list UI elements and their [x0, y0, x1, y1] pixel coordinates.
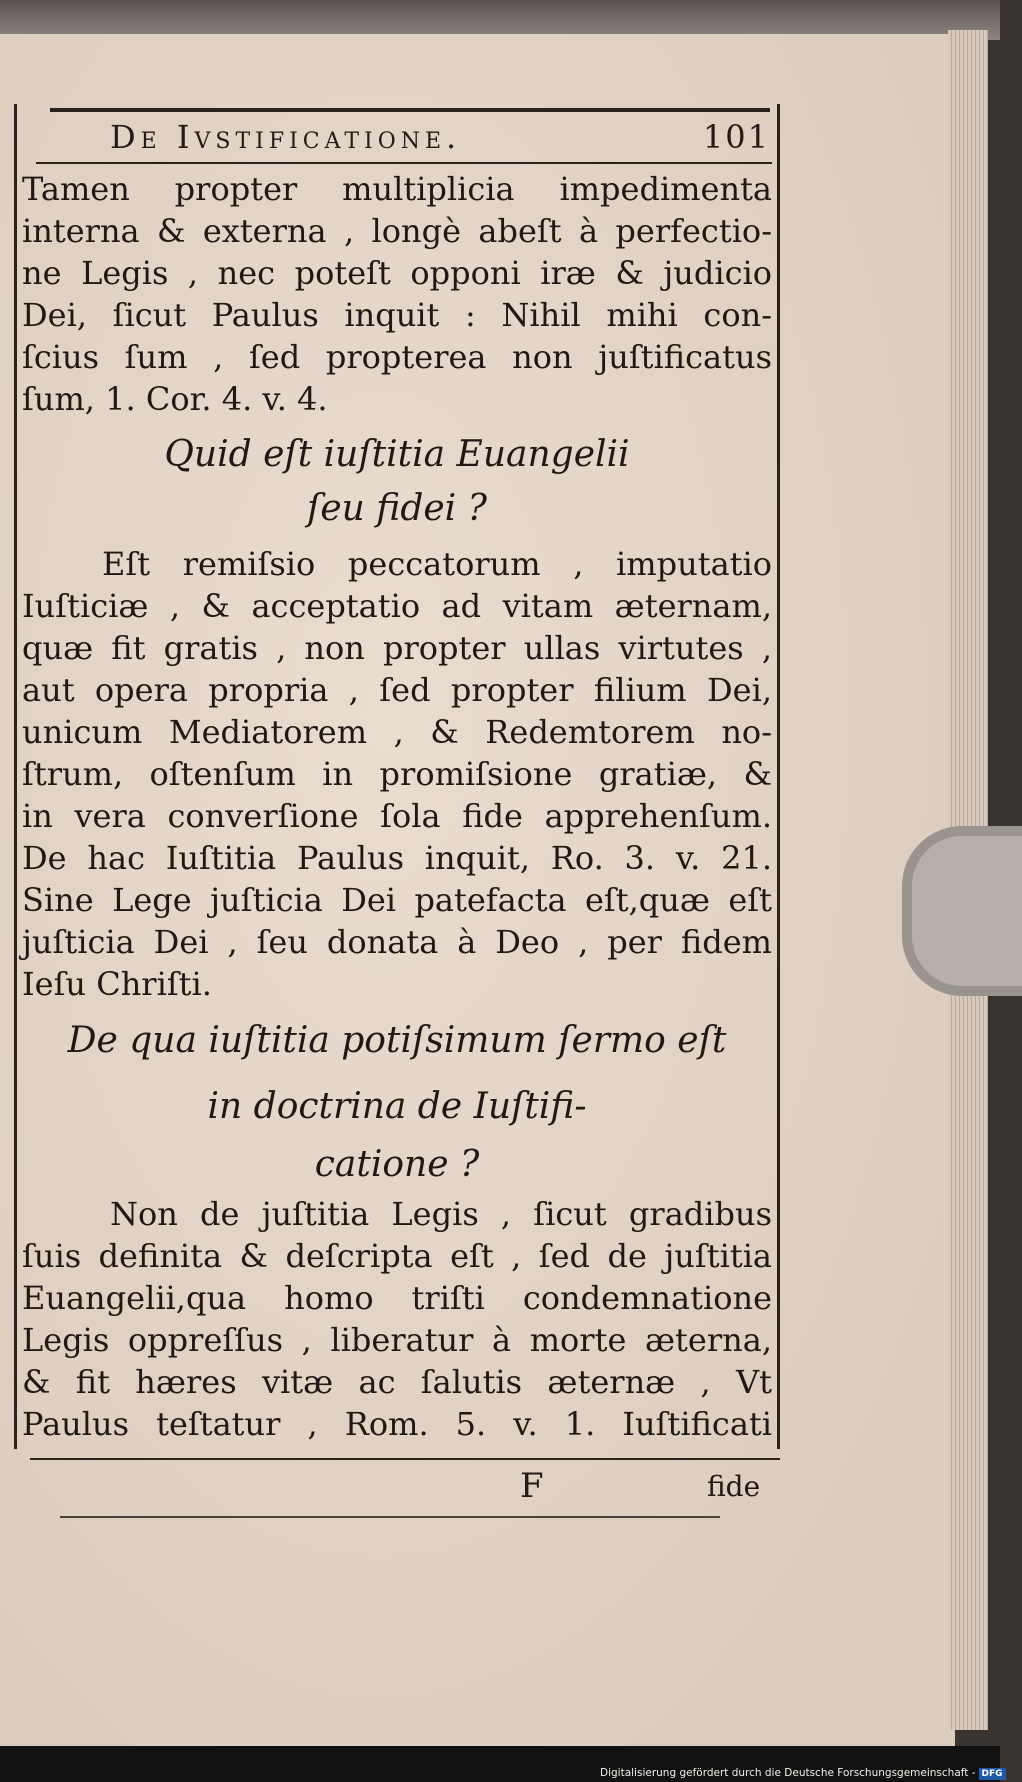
page-number: 101 — [702, 118, 770, 156]
dfg-logo: DFG — [979, 1768, 1006, 1780]
digitization-credit — [600, 1764, 1003, 1782]
text-line: Dei, ſicut Paulus inquit : Nihil mihi con- — [22, 296, 772, 334]
section-heading: ſeu fidei ? — [307, 488, 487, 529]
header-rule — [50, 108, 770, 112]
text-line: ſtrum, oſtenſum in promiſsione gratiæ, & — [22, 755, 772, 793]
text-line: Non de juſtitia Legis , ſicut gradibus — [110, 1195, 772, 1233]
text-line: Iuſticiæ , & acceptatio ad vitam æternam, — [22, 587, 772, 625]
text-line: unicum Mediatorem , & Redemtorem no- — [22, 713, 772, 751]
text-line: Tamen propter multiplicia impedimenta — [22, 170, 772, 208]
text-line: juſticia Dei , ſeu donata à Deo , per fidem — [22, 923, 772, 961]
running-header — [110, 118, 770, 162]
section-heading: catione ? — [314, 1144, 480, 1185]
text-line: Legis oppreſſus , liberatur à morte æterna, — [22, 1321, 772, 1359]
book-clasp — [902, 826, 1022, 996]
text-line: Eſt remiſsio peccatorum , imputatio — [102, 545, 772, 583]
section-heading: Quid eſt iuſtitia Euangelii — [164, 434, 630, 475]
text-line: Paulus teſtatur , Rom. 5. v. 1. Iuſtificati — [22, 1405, 772, 1443]
footer-rule — [30, 1458, 780, 1460]
section-heading: De qua iuſtitia potiſsimum ſermo eſt — [67, 1020, 727, 1061]
text-line: Euangelii,qua homo triſti condemnatione — [22, 1279, 772, 1317]
text-line: ſum, 1. Cor. 4. v. 4. — [22, 380, 328, 418]
section-heading: in doctrina de Iuſtifi- — [207, 1086, 587, 1127]
footer-line — [60, 1516, 720, 1518]
text-line: interna & externa , longè abeſt à perfectio- — [22, 212, 772, 250]
text-line: ne Legis , nec poteſt opponi iræ & judicio — [22, 254, 772, 292]
text-line: aut opera propria , ſed propter filium Dei, — [22, 671, 772, 709]
signature-mark: F — [520, 1466, 544, 1506]
text-line: Sine Lege juſticia Dei patefacta eſt,quæ eſt — [22, 881, 772, 919]
text-line: quæ fit gratis , non propter ullas virtutes , — [22, 629, 772, 667]
header-title: De Ivstificatione. — [110, 118, 462, 156]
text-line: ſuis definita & deſcripta eſt , ſed de juſtitia — [22, 1237, 772, 1275]
header-underline — [36, 162, 772, 164]
text-line: Ieſu Chriſti. — [22, 965, 212, 1003]
text-line: De hac Iuſtitia Paulus inquit, Ro. 3. v. 21. — [22, 839, 772, 877]
text-line: in vera converſione ſola fide apprehenſum. — [22, 797, 772, 835]
credit-text: Digitalisierung gefördert durch die Deutsche Forschungsgemeinschaft - — [600, 1767, 976, 1779]
text-line: & fit hæres vitæ ac ſalutis æternæ , Vt — [22, 1363, 772, 1401]
catchword: fide — [707, 1470, 761, 1503]
text-line: ſcius ſum , ſed propterea non juſtificatus — [22, 338, 772, 376]
